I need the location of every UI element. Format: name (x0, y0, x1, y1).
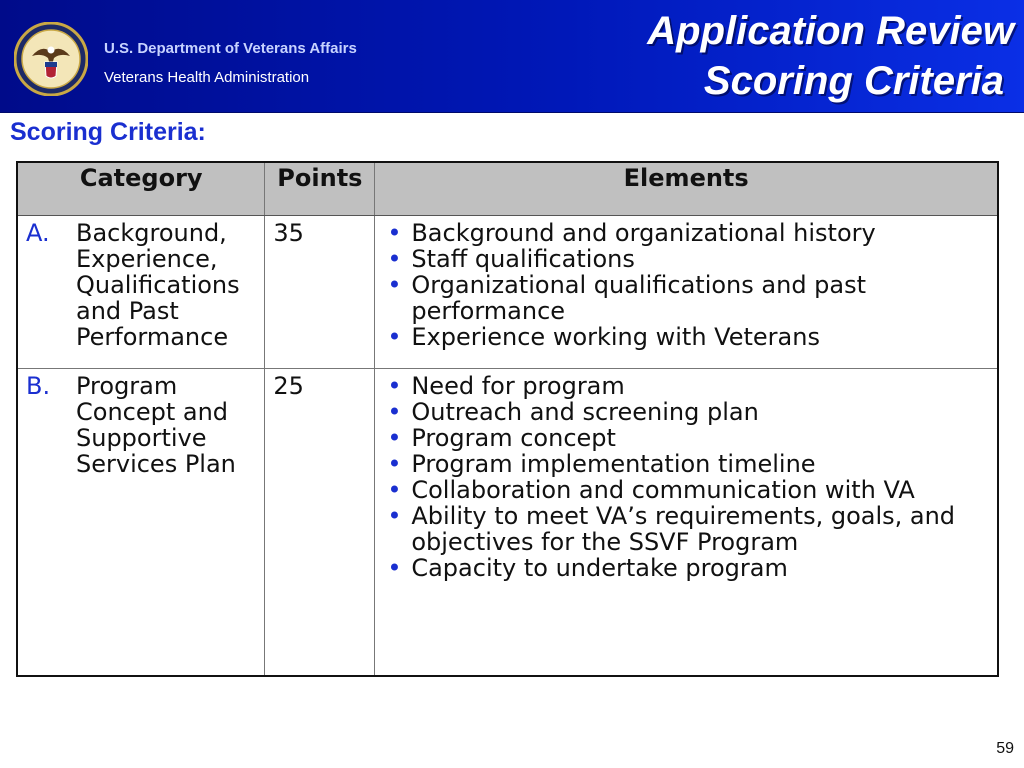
elements-cell (375, 216, 998, 369)
list-item: • Staff qualifications (411, 246, 989, 272)
va-seal-logo (14, 22, 88, 96)
elements-list (383, 373, 989, 581)
scoring-table (16, 161, 999, 677)
sub-org-name: Veterans Health Administration (104, 69, 310, 86)
list-item: • Ability to meet VA’s requirements, goals, and objectives for the SSVF Program (411, 503, 989, 555)
slide-title-line-2: Scoring Criteria (703, 59, 1004, 103)
header-category: Category (17, 162, 265, 216)
list-item: • Experience working with Veterans (411, 324, 989, 350)
slide-title-line-1: Application Review (647, 9, 1014, 53)
category-letter: A. (26, 219, 50, 247)
list-item: • Need for program (411, 373, 989, 399)
list-item: • Background and organizational history (411, 220, 989, 246)
list-item: • Outreach and screening plan (411, 399, 989, 425)
slide-title (494, 6, 1014, 106)
header-points: Points (265, 162, 375, 216)
list-item: • Organizational qualifications and past performance (411, 272, 989, 324)
category-label: Program Concept and Supportive Services Plan (76, 372, 236, 478)
list-item: • Capacity to undertake program (411, 555, 989, 581)
header-elements: Elements (375, 162, 998, 216)
points-cell: 25 (265, 369, 375, 676)
elements-list (383, 220, 989, 350)
page-number: 59 (996, 740, 1014, 757)
elements-cell (375, 369, 998, 676)
category-label: Background, Experience, Qualifications and Past Performance (76, 219, 240, 351)
header-banner (0, 0, 1024, 113)
table-row (17, 369, 998, 676)
list-item: • Collaboration and communication with VA (411, 477, 989, 503)
section-title: Scoring Criteria: (10, 118, 206, 146)
category-letter: B. (26, 372, 51, 400)
org-name: U.S. Department of Veterans Affairs (104, 40, 357, 57)
table-header-row (17, 162, 998, 216)
category-cell (17, 216, 265, 369)
list-item: • Program concept (411, 425, 989, 451)
points-cell: 35 (265, 216, 375, 369)
category-cell (17, 369, 265, 676)
table-row (17, 216, 998, 369)
list-item: • Program implementation timeline (411, 451, 989, 477)
